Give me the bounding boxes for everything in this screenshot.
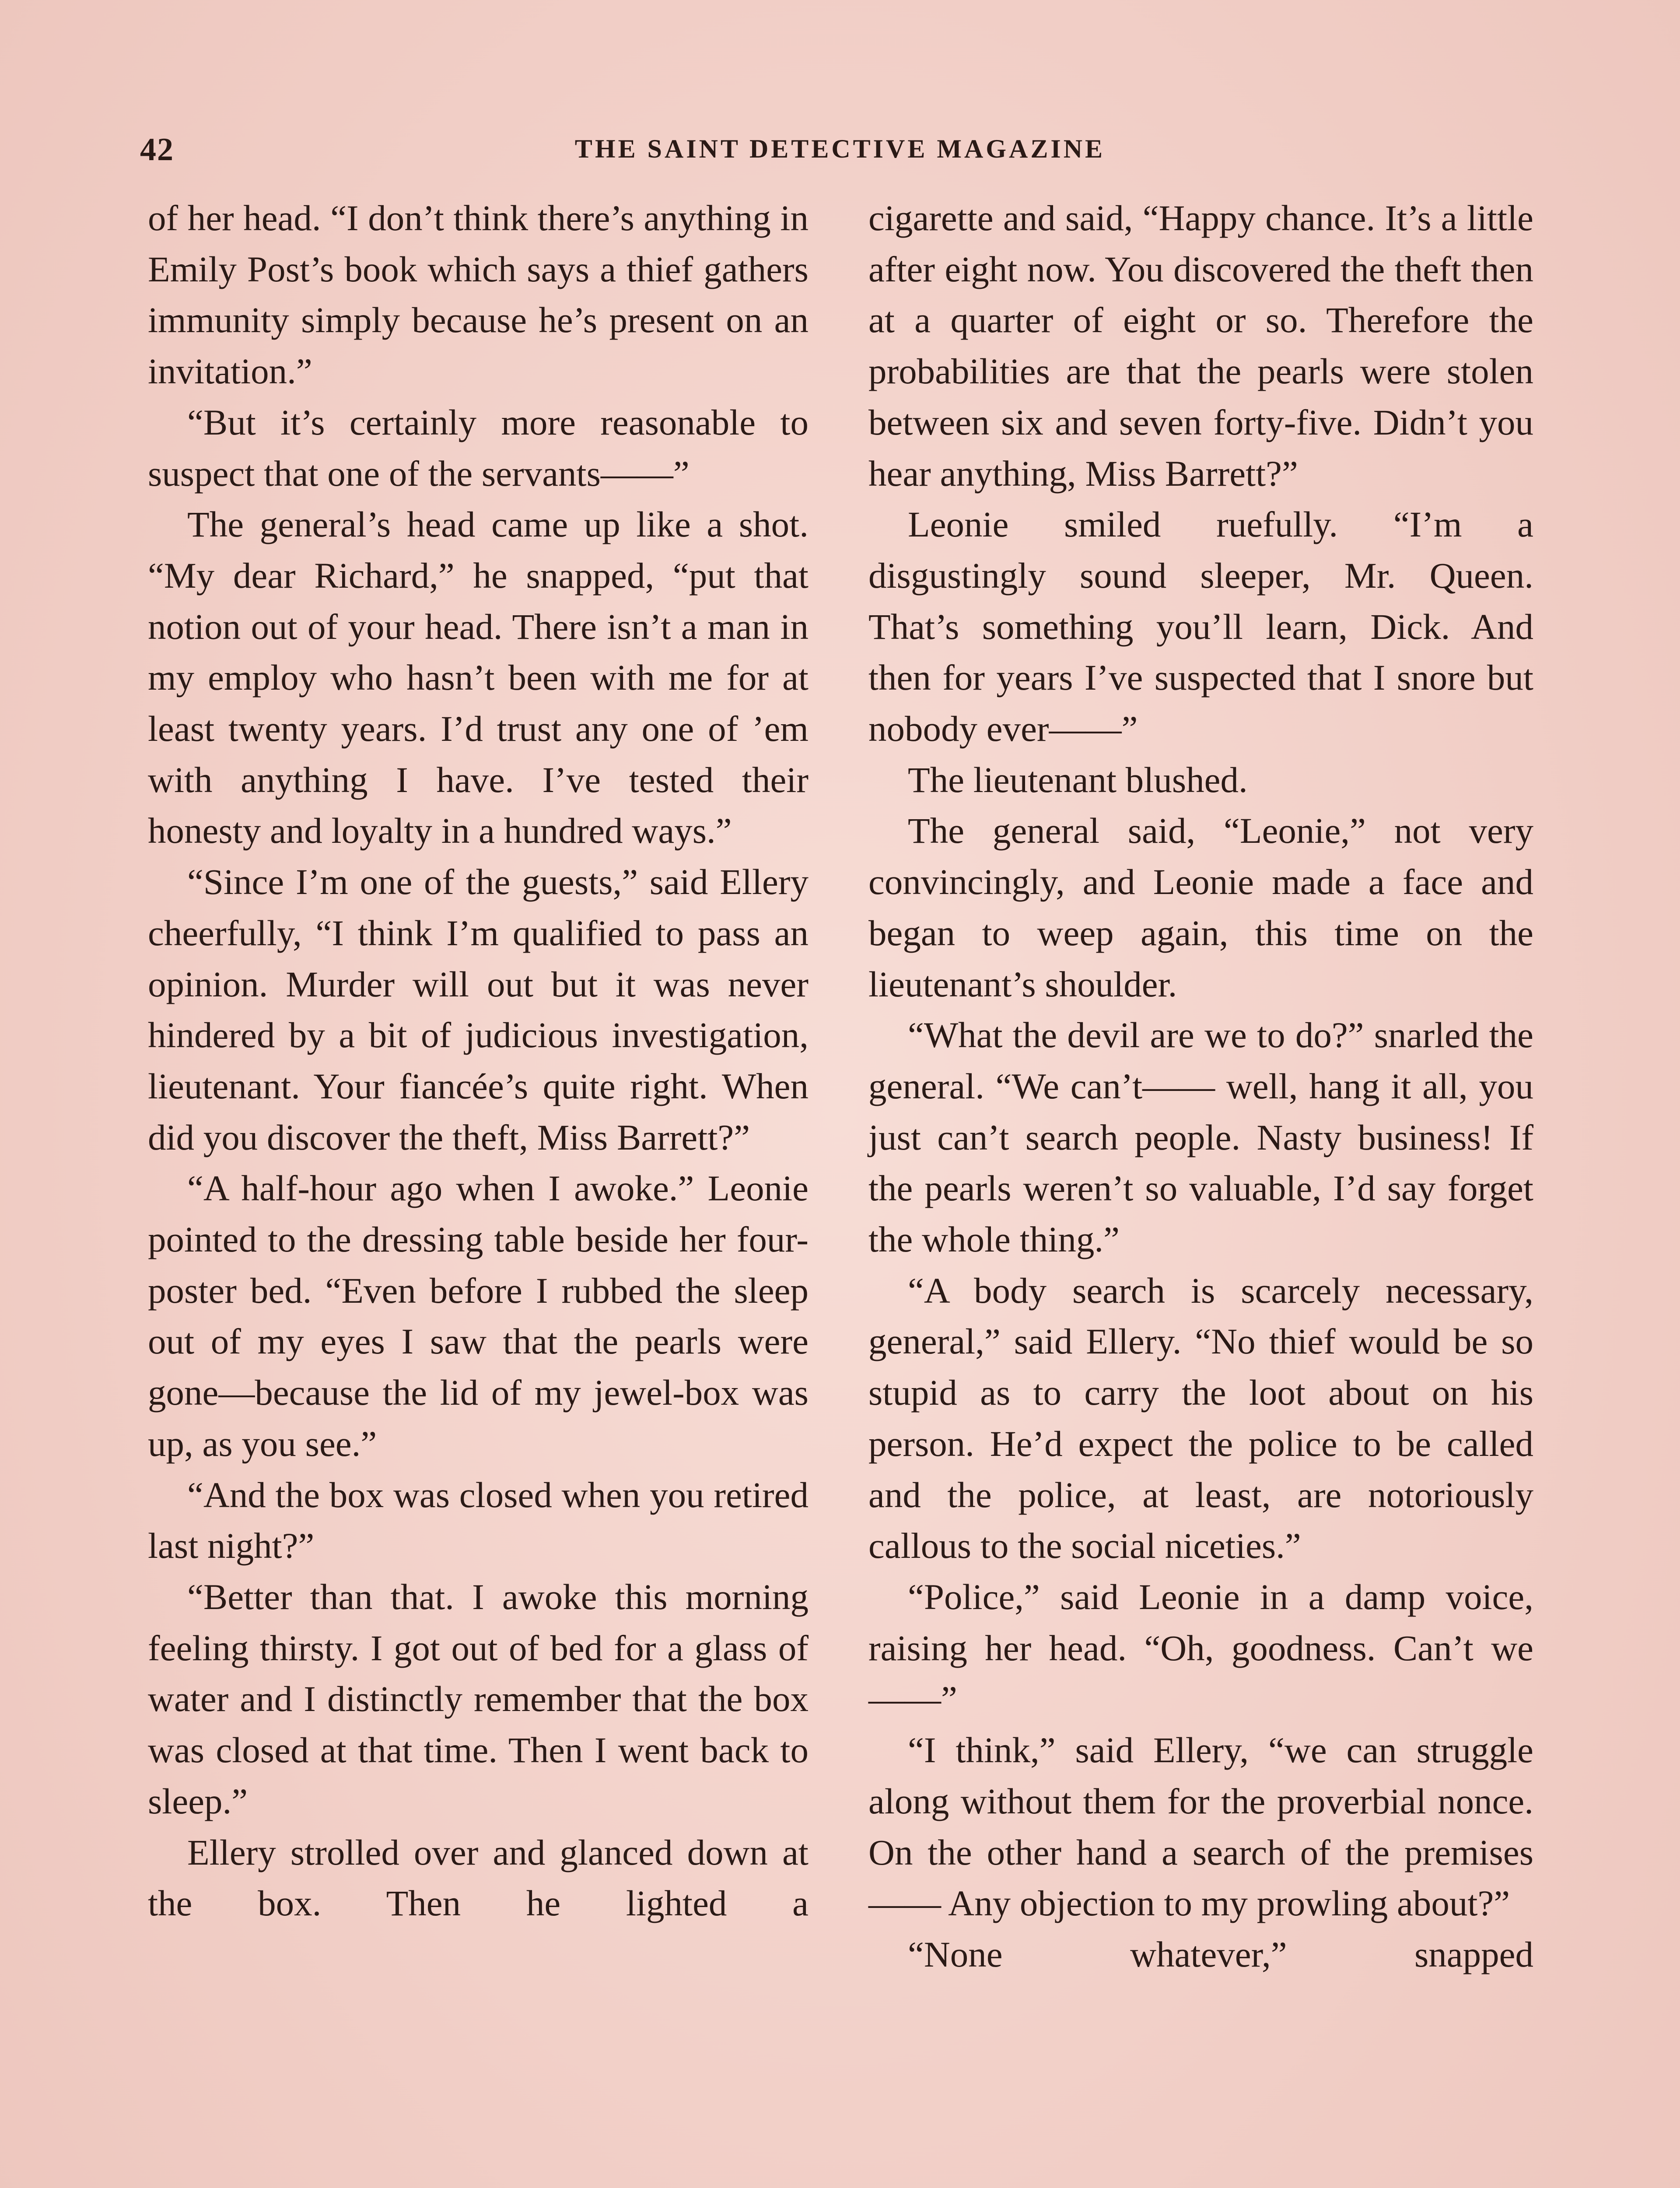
paragraph: The general’s head came up like a shot. “My dear Richard,” he snapped, “put that notion out of your head. There isn’t a man in my employ who hasn’t been with me for at least twenty years. I’d trust any one of ’em with anything I have. I’ve tested their honesty and loyalty in a hundred ways.” — [148, 504, 808, 851]
paragraph: Ellery strolled over and glanced down at the box. Then he lighted a — [148, 1832, 808, 1924]
paragraph: The lieutenant blushed. — [908, 759, 1248, 800]
page-header — [140, 131, 1540, 179]
left-column — [148, 193, 808, 1929]
paragraph: “Better than that. I awoke this morning feeling thirsty. I got out of bed for a glass of water and I distinctly remember that the box was closed at that time. Then I went back to sleep.” — [148, 1576, 808, 1821]
paragraph: cigarette and said, “Happy chance. It’s a little after eight now. You discovered the theft then at a quarter of eight or so. Therefore the probabilities are that the pearls were stolen between six and seven forty-five. Didn’t you hear anything, Miss Barrett?” — [868, 198, 1533, 494]
paragraph: “And the box was closed when you retired last night?” — [148, 1474, 808, 1566]
running-head: THE SAINT DETECTIVE MAGAZINE — [574, 134, 1106, 163]
paragraph: “A body search is scarcely necessary, general,” said Ellery. “No thief would be so stupid as to carry the loot about on his person. He’d expect the police to be called and the police, at least, are notoriously callous to the social niceties.” — [868, 1270, 1533, 1566]
paragraph: “What the devil are we to do?” snarled the general. “We can’t—— well, hang it all, you just can’t search people. Nasty business! If the pearls weren’t so valuable, I’d say forget the whole thing.” — [868, 1015, 1533, 1260]
page-number: 42 — [140, 132, 174, 168]
paragraph: Leonie smiled ruefully. “I’m a disgustingly sound sleeper, Mr. Queen. That’s something you’ll learn, Dick. And then for years I’ve suspected that I snore but nobody ever——” — [868, 504, 1533, 749]
paragraph: “But it’s certainly more reasonable to suspect that one of the servants——” — [148, 402, 808, 494]
paragraph: “A half-hour ago when I awoke.” Leonie pointed to the dressing table beside her four-poster bed. “Even before I rubbed the sleep out of my eyes I saw that the pearls were gone—because the lid of my jewel-box was up, as you see.” — [148, 1168, 808, 1464]
right-column — [868, 193, 1533, 1980]
paragraph: “None whatever,” snapped — [908, 1934, 1533, 1974]
paragraph: The general said, “Leonie,” not very convincingly, and Leonie made a face and began to weep again, this time on the lieutenant’s shoulder. — [868, 810, 1533, 1004]
paragraph: “Police,” said Leonie in a damp voice, raising her head. “Oh, goodness. Can’t we——” — [868, 1576, 1533, 1719]
paragraph: of her head. “I don’t think there’s anything in Emily Post’s book which says a thief gathers immunity simply because he’s present on an invitation.” — [148, 198, 808, 392]
paragraph: “Since I’m one of the guests,” said Ellery cheerfully, “I think I’m qualified to pass an opinion. Murder will out but it was never hindered by a bit of judicious investigation, lieutenant. Your fiancée’s quite right. When did you discover the theft, Miss Barrett?” — [148, 862, 808, 1157]
paragraph: “I think,” said Ellery, “we can struggle along without them for the proverbial nonce. On the other hand a search of the premises—— Any objection to my prowling about?” — [868, 1730, 1533, 1924]
